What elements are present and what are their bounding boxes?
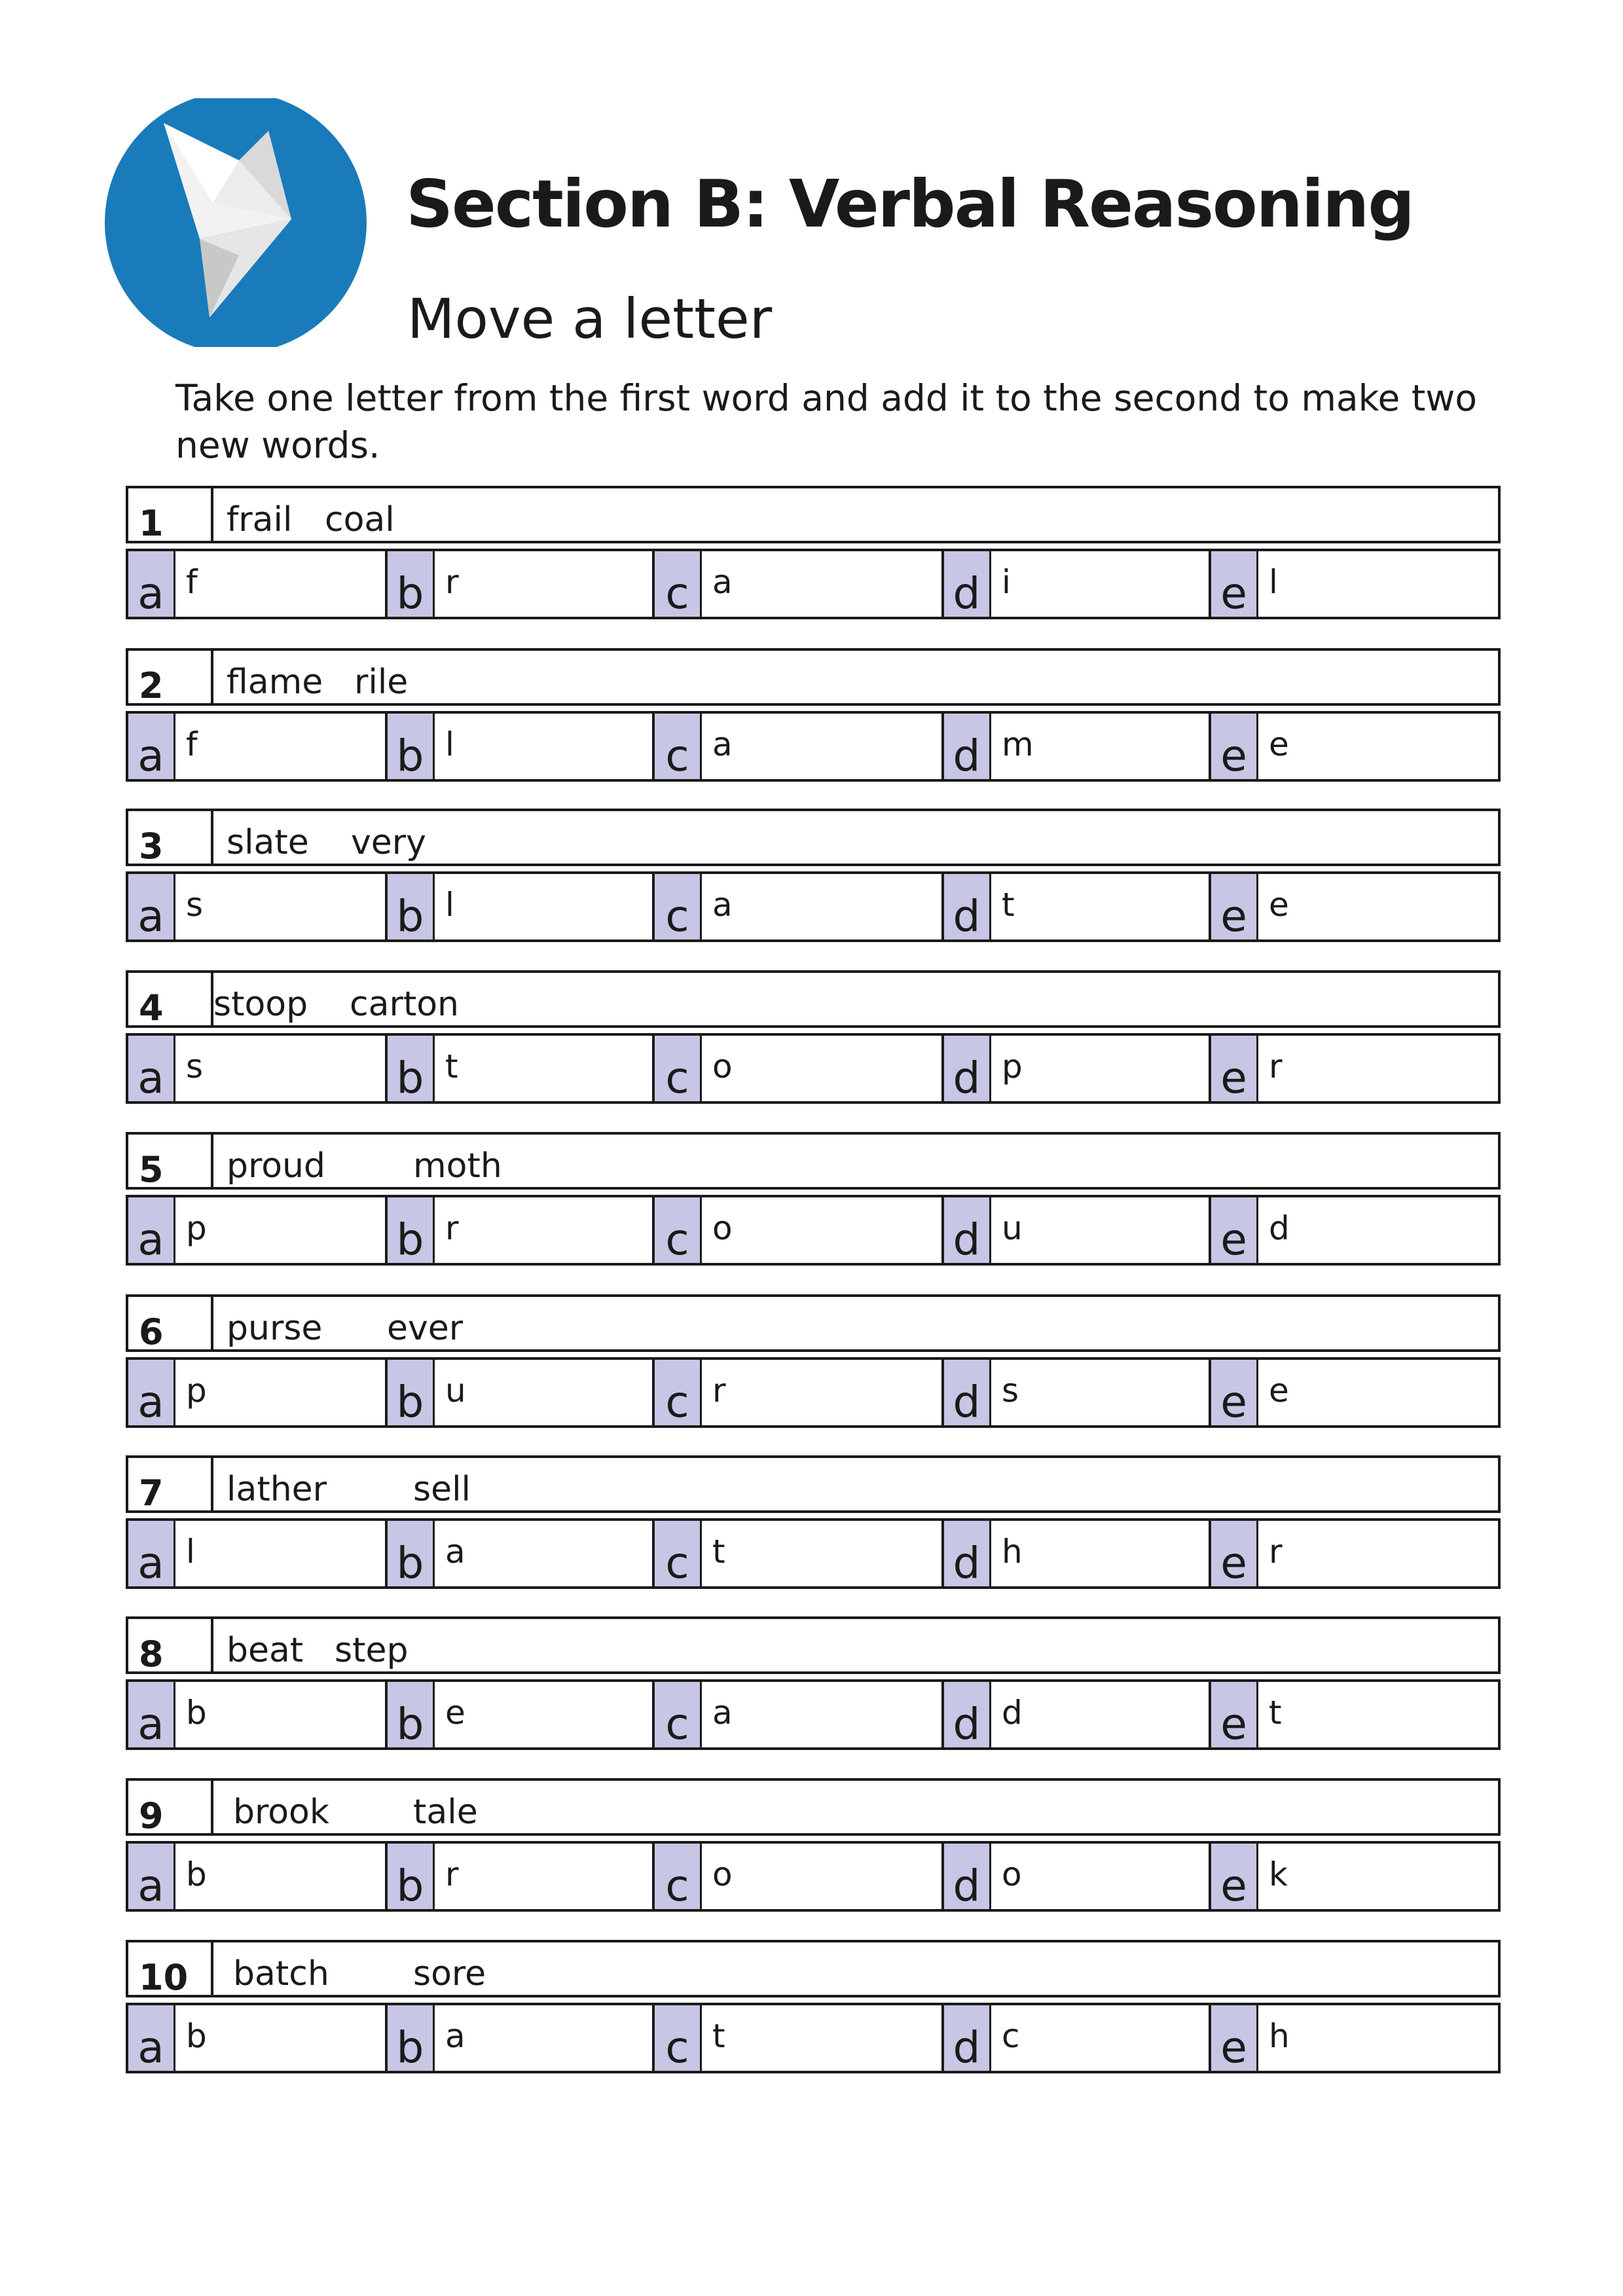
first-word: beat [227, 1631, 304, 1670]
answer-option-e[interactable] [1211, 871, 1501, 942]
option-letter: k [1269, 1855, 1288, 1893]
option-letter: o [1002, 1855, 1022, 1893]
option-letter: m [1002, 725, 1034, 763]
option-label: b [388, 1197, 435, 1263]
answer-option-d[interactable] [944, 711, 1211, 782]
option-label: b [388, 1036, 435, 1101]
page-subtitle: Move a letter [407, 287, 773, 351]
answer-option-a[interactable] [126, 711, 388, 782]
option-letter: c [1002, 2017, 1020, 2055]
answer-option-e[interactable] [1211, 1518, 1501, 1589]
answer-options-row [126, 1679, 1501, 1750]
first-word: brook [233, 1793, 329, 1832]
option-label: c [655, 1521, 702, 1586]
option-letter: t [1269, 1694, 1282, 1732]
option-label: d [944, 1197, 991, 1263]
answer-options-row [126, 549, 1501, 619]
option-label: e [1211, 1844, 1258, 1909]
option-letter: r [1269, 1048, 1283, 1085]
option-letter: r [445, 1855, 459, 1893]
option-letter: l [445, 725, 454, 763]
option-label: d [944, 1682, 991, 1747]
option-label: c [655, 551, 702, 617]
option-letter: l [1269, 563, 1278, 601]
answer-option-d[interactable] [944, 1357, 1211, 1428]
second-word: tale [413, 1793, 478, 1832]
option-label: b [388, 714, 435, 779]
answer-option-e[interactable] [1211, 1357, 1501, 1428]
question-10 [126, 1940, 1506, 2074]
option-letter: d [1269, 1209, 1290, 1247]
answer-option-b[interactable] [388, 711, 655, 782]
option-letter: b [186, 2017, 207, 2055]
option-letter: t [445, 1048, 458, 1085]
answer-option-c[interactable] [655, 1195, 944, 1266]
option-label: a [128, 874, 175, 939]
answer-option-b[interactable] [388, 1357, 655, 1428]
answer-option-c[interactable] [655, 1033, 944, 1104]
first-word: purse [227, 1309, 323, 1348]
second-word: rile [354, 663, 409, 702]
answer-option-c[interactable] [655, 2003, 944, 2073]
question-number: 7 [128, 1458, 213, 1510]
question-number: 1 [128, 488, 213, 541]
question-number: 8 [128, 1619, 213, 1671]
option-label: d [944, 1360, 991, 1425]
instructions: Take one letter from the first word and add it to the second to make two new words. [175, 377, 1478, 466]
answer-option-d[interactable] [944, 2003, 1211, 2073]
answer-option-b[interactable] [388, 1518, 655, 1589]
option-label: b [388, 2005, 435, 2071]
option-label: a [128, 1036, 175, 1101]
option-label: a [128, 1521, 175, 1586]
first-word: batch [233, 1954, 329, 1994]
option-letter: d [1002, 1694, 1023, 1732]
first-word: proud [227, 1146, 326, 1186]
option-letter: l [186, 1533, 195, 1571]
answer-option-b[interactable] [388, 1841, 655, 1912]
question-number: 2 [128, 651, 213, 703]
option-label: b [388, 1360, 435, 1425]
option-label: d [944, 2005, 991, 2071]
option-letter: s [186, 886, 204, 924]
option-label: d [944, 1521, 991, 1586]
question-number: 4 [128, 973, 213, 1025]
question-3 [126, 809, 1506, 943]
option-label: c [655, 1197, 702, 1263]
answer-options-row [126, 1518, 1501, 1589]
answer-option-e[interactable] [1211, 2003, 1501, 2073]
option-letter: r [1269, 1533, 1283, 1571]
answer-option-a[interactable] [126, 1195, 388, 1266]
option-letter: p [186, 1209, 207, 1247]
option-letter: b [186, 1855, 207, 1893]
option-letter: t [712, 1533, 725, 1571]
option-label: d [944, 874, 991, 939]
option-label: e [1211, 551, 1258, 617]
answer-option-d[interactable] [944, 1841, 1211, 1912]
question-number: 3 [128, 811, 213, 864]
option-letter: r [712, 1372, 726, 1410]
option-label: c [655, 1360, 702, 1425]
answer-option-d[interactable] [944, 549, 1211, 619]
option-label: a [128, 1197, 175, 1263]
answer-options-row [126, 871, 1501, 942]
option-letter: t [712, 2017, 725, 2055]
answer-option-b[interactable] [388, 1033, 655, 1104]
question-6 [126, 1294, 1506, 1429]
option-letter: o [712, 1048, 733, 1085]
option-letter: e [445, 1694, 465, 1732]
answer-option-e[interactable] [1211, 711, 1501, 782]
option-letter: e [1269, 886, 1289, 924]
paper-bird-icon [101, 98, 370, 347]
option-label: e [1211, 1360, 1258, 1425]
answer-option-e[interactable] [1211, 549, 1501, 619]
question-2 [126, 648, 1506, 782]
question-4 [126, 970, 1506, 1104]
question-number: 9 [128, 1781, 213, 1833]
second-word: sore [413, 1954, 486, 1994]
answer-option-a[interactable] [126, 871, 388, 942]
answer-option-a[interactable] [126, 1033, 388, 1104]
answer-option-b[interactable] [388, 549, 655, 619]
option-label: e [1211, 714, 1258, 779]
question-words-row [126, 1455, 1501, 1513]
answer-option-c[interactable] [655, 1841, 944, 1912]
answer-option-c[interactable] [655, 711, 944, 782]
question-words-row [126, 809, 1501, 866]
option-label: b [388, 1521, 435, 1586]
option-label: e [1211, 874, 1258, 939]
option-label: a [128, 551, 175, 617]
option-label: c [655, 1036, 702, 1101]
option-letter: h [1269, 2017, 1290, 2055]
answer-option-b[interactable] [388, 2003, 655, 2073]
question-words-row [126, 1616, 1501, 1674]
question-words-row [126, 486, 1501, 543]
answer-option-c[interactable] [655, 549, 944, 619]
second-word: ever [387, 1309, 464, 1348]
option-letter: p [1002, 1048, 1023, 1085]
second-word: moth [413, 1146, 502, 1186]
answer-option-b[interactable] [388, 1679, 655, 1750]
option-label: d [944, 551, 991, 617]
answer-option-d[interactable] [944, 1679, 1211, 1750]
option-letter: o [712, 1855, 733, 1893]
first-word: frail [227, 500, 293, 539]
answer-option-e[interactable] [1211, 1841, 1501, 1912]
option-label: e [1211, 1197, 1258, 1263]
question-number: 6 [128, 1297, 213, 1349]
option-label: a [128, 1844, 175, 1909]
answer-options-row [126, 1195, 1501, 1266]
option-label: b [388, 551, 435, 617]
option-letter: i [1002, 563, 1011, 601]
answer-option-a[interactable] [126, 1679, 388, 1750]
answer-option-d[interactable] [944, 871, 1211, 942]
option-letter: u [445, 1372, 466, 1410]
first-word: slate [227, 823, 309, 862]
option-label: a [128, 714, 175, 779]
option-label: b [388, 1844, 435, 1909]
question-5 [126, 1132, 1506, 1266]
question-1 [126, 486, 1506, 620]
option-label: e [1211, 1036, 1258, 1101]
question-words-row [126, 1778, 1501, 1836]
answer-option-c[interactable] [655, 1518, 944, 1589]
answer-option-c[interactable] [655, 871, 944, 942]
option-label: c [655, 1682, 702, 1747]
option-label: d [944, 714, 991, 779]
option-letter: a [445, 1533, 465, 1571]
option-label: d [944, 1844, 991, 1909]
second-word: very [351, 823, 426, 862]
second-word: carton [350, 985, 459, 1024]
option-label: b [388, 874, 435, 939]
question-words-row [126, 1294, 1501, 1352]
option-label: d [944, 1036, 991, 1101]
first-word: stoop [213, 985, 308, 1024]
answer-option-c[interactable] [655, 1357, 944, 1428]
option-letter: r [445, 563, 459, 601]
second-word: step [335, 1631, 409, 1670]
question-words-row [126, 1132, 1501, 1190]
question-9 [126, 1778, 1506, 1912]
question-words-row [126, 648, 1501, 706]
option-label: e [1211, 2005, 1258, 2071]
option-letter: a [445, 2017, 465, 2055]
second-word: coal [325, 500, 395, 539]
option-label: a [128, 2005, 175, 2071]
option-label: e [1211, 1521, 1258, 1586]
answer-option-c[interactable] [655, 1679, 944, 1750]
option-letter: t [1002, 886, 1015, 924]
second-word: sell [413, 1470, 471, 1509]
answer-option-d[interactable] [944, 1033, 1211, 1104]
question-7 [126, 1455, 1506, 1590]
answer-option-d[interactable] [944, 1195, 1211, 1266]
option-label: e [1211, 1682, 1258, 1747]
option-label: c [655, 2005, 702, 2071]
option-letter: b [186, 1694, 207, 1732]
page-title: Section B: Verbal Reasoning [406, 166, 1413, 242]
option-letter: r [445, 1209, 459, 1247]
answer-option-e[interactable] [1211, 1195, 1501, 1266]
option-letter: f [186, 563, 198, 601]
option-label: a [128, 1360, 175, 1425]
answer-option-a[interactable] [126, 1357, 388, 1428]
option-letter: h [1002, 1533, 1023, 1571]
answer-options-row [126, 711, 1501, 782]
option-letter: f [186, 725, 198, 763]
question-number: 10 [128, 1942, 213, 1995]
option-letter: e [1269, 725, 1289, 763]
answer-option-e[interactable] [1211, 1679, 1501, 1750]
answer-option-d[interactable] [944, 1518, 1211, 1589]
question-words-row [126, 1940, 1501, 1997]
option-letter: a [712, 563, 733, 601]
answer-options-row [126, 1357, 1501, 1428]
option-letter: a [712, 886, 733, 924]
first-word: lather [227, 1470, 327, 1509]
option-label: a [128, 1682, 175, 1747]
option-label: b [388, 1682, 435, 1747]
option-letter: p [186, 1372, 207, 1410]
option-letter: s [1002, 1372, 1019, 1410]
option-letter: l [445, 886, 454, 924]
answer-option-a[interactable] [126, 549, 388, 619]
option-letter: a [712, 725, 733, 763]
option-letter: a [712, 1694, 733, 1732]
answer-option-b[interactable] [388, 871, 655, 942]
answer-options-row [126, 1841, 1501, 1912]
answer-options-row [126, 1033, 1501, 1104]
option-letter: s [186, 1048, 204, 1085]
answer-option-e[interactable] [1211, 1033, 1501, 1104]
option-label: c [655, 1844, 702, 1909]
option-label: c [655, 714, 702, 779]
answer-option-a[interactable] [126, 2003, 388, 2073]
answer-options-row [126, 2003, 1501, 2073]
answer-option-a[interactable] [126, 1518, 388, 1589]
answer-option-b[interactable] [388, 1195, 655, 1266]
option-letter: e [1269, 1372, 1289, 1410]
answer-option-a[interactable] [126, 1841, 388, 1912]
first-word: flame [227, 663, 323, 702]
question-8 [126, 1616, 1506, 1751]
option-label: c [655, 874, 702, 939]
option-letter: o [712, 1209, 733, 1247]
question-words-row [126, 970, 1501, 1028]
question-number: 5 [128, 1135, 213, 1187]
option-letter: u [1002, 1209, 1023, 1247]
